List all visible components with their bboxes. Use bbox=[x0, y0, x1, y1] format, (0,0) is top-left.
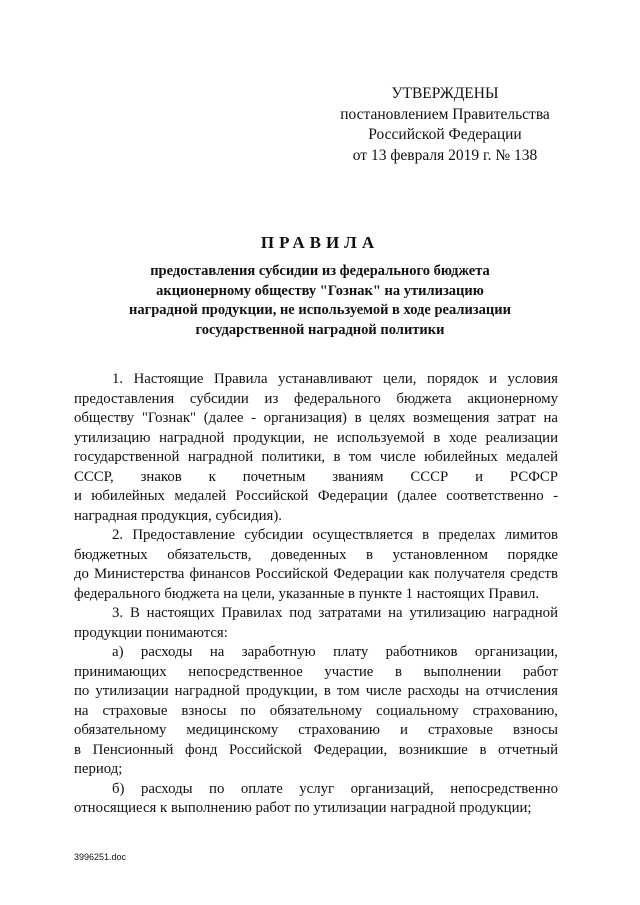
approval-block bbox=[330, 84, 560, 166]
document-subtitle bbox=[110, 262, 530, 340]
body-line: б) расходы по оплате услуг организаций, непосредственно bbox=[112, 780, 558, 797]
body-line: относящиеся к выполнению работ по утилизации наградной продукции; bbox=[74, 800, 532, 816]
body-line: бюджетных обязательств, доведенных в установленном порядке bbox=[74, 546, 558, 563]
document-body bbox=[74, 370, 558, 819]
body-line: продукции понимаются: bbox=[74, 624, 228, 641]
body-line: по утилизации наградной продукции, в том числе расходы на отчисления bbox=[74, 683, 558, 699]
body-line: 1. Настоящие Правила устанавливают цели, порядок и условия bbox=[112, 371, 558, 387]
body-line: 3. В настоящих Правилах под затратами на утилизацию наградной bbox=[112, 605, 558, 621]
body-line: период; bbox=[74, 761, 123, 777]
body-line: на страховые взносы по обязательному социальному страхованию, bbox=[74, 702, 558, 719]
body-line: наградная продукция, субсидия). bbox=[74, 507, 282, 524]
approval-heading: УТВЕРЖДЕНЫ bbox=[391, 85, 499, 102]
body-line: предоставления субсидии из федерального бюджета акционерному bbox=[74, 390, 558, 407]
subtitle-line: акционерному обществу "Гознак" на утилизацию bbox=[156, 282, 484, 299]
subtitle-line: наградной продукции, не используемой в ходе реализации bbox=[129, 302, 511, 318]
body-line: государственной наградной политики, в том числе юбилейных медалей bbox=[74, 449, 558, 465]
subtitle-line: предоставления субсидии из федерального бюджета bbox=[150, 263, 490, 279]
approval-authority: Российской Федерации bbox=[368, 126, 522, 143]
approval-decree: постановлением Правительства bbox=[340, 105, 550, 123]
body-line: утилизацию наградной продукции, не используемой в ходе реализации bbox=[74, 429, 558, 446]
body-line: обязательному медицинскому страхованию и страховые взносы bbox=[74, 722, 558, 738]
body-line: а) расходы на заработную плату работников организации, bbox=[112, 644, 558, 660]
body-line: и юбилейных медалей Российской Федерации (далее соответственно - bbox=[74, 488, 558, 504]
file-name-footer: 3996251.doc bbox=[74, 852, 127, 862]
subtitle-line: государственной наградной политики bbox=[195, 321, 445, 338]
body-line: СССР, знаков к почетным званиям СССР и РСФСР bbox=[74, 468, 558, 485]
body-line: в Пенсионный фонд Российской Федерации, возникшие в отчетный bbox=[74, 741, 558, 758]
body-line: до Министерства финансов Российской Федерации как получателя средств bbox=[74, 566, 558, 582]
body-line: федерального бюджета на цели, указанные в пункте 1 настоящих Правил. bbox=[74, 585, 540, 602]
body-line: принимающих непосредственное участие в выполнении работ bbox=[74, 663, 558, 680]
body-line: 2. Предоставление субсидии осуществляется в пределах лимитов bbox=[112, 527, 558, 543]
document-title: ПРАВИЛА bbox=[260, 233, 380, 252]
approval-date-number: от 13 февраля 2019 г. № 138 bbox=[352, 146, 538, 164]
body-line: обществу "Гознак" (далее - организация) в целях возмещения затрат на bbox=[74, 410, 558, 426]
